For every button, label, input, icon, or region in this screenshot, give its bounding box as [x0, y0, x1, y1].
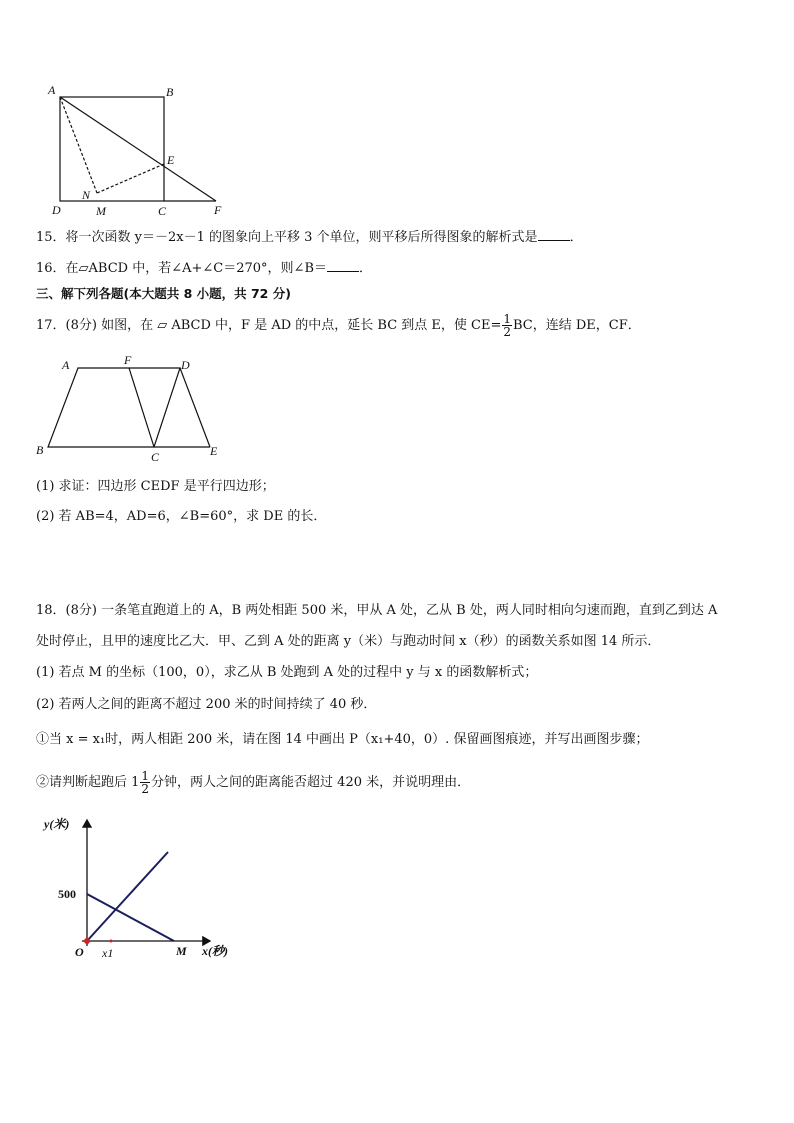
origin-point — [84, 938, 90, 944]
x1-label: x1 — [102, 946, 114, 960]
q18-sub-2: ②请判断起跑后 1 $\frac{1}{2}$ 分钟，两人之间的距离能否超过 420 米，并说明理由． — [36, 769, 471, 796]
question-17: 17．(8分) 如图，在 ▱ ABCD 中，F 是 AD 的中点，延长 BC 到点 E，使 CE= $\frac{1}{2}$ BC，连结 DE，CF． — [36, 312, 641, 339]
label-M: M — [96, 204, 106, 218]
q16-answer-blank[interactable] — [327, 259, 359, 272]
label-A: A — [62, 358, 70, 372]
label-D: D — [181, 358, 190, 372]
section-3-heading: 三、解下列各题(本大题共 8 小题，共 72 分) — [36, 286, 291, 301]
line-jia — [87, 852, 168, 941]
label-E: E — [210, 444, 218, 458]
tick-500-label: 500 — [58, 887, 76, 901]
label-B: B — [166, 85, 174, 99]
function-graph — [40, 812, 250, 962]
origin-label: O — [75, 945, 84, 959]
label-D: D — [52, 203, 61, 217]
figure-parallelogram-abcd — [30, 350, 230, 468]
x1-point — [110, 940, 113, 943]
line-yi — [87, 894, 174, 941]
question-15: 15．将一次函数 y＝－2x－1 的图象向上平移 3 个单位，则平移后所得图象的解析式是 ． — [36, 230, 583, 245]
q18-part-2: (2) 若两人之间的距离不超过 200 米的时间持续了 40 秒． — [36, 697, 377, 712]
figure-square-abcd — [40, 80, 240, 220]
q16-text: 16．在▱ABCD 中，若∠A+∠C＝270°，则∠B＝ — [36, 261, 327, 276]
q18-line-1: 18．(8分) 一条笔直跑道上的 A，B 两处相距 500 米，甲从 A 处，乙从 B 处，两人同时相向匀速而跑，直到乙到达 A — [36, 603, 718, 618]
q18-part-1: (1) 若点 M 的坐标（100，0），求乙从 B 处跑到 A 处的过程中 y 与 x 的函数解析式； — [36, 665, 538, 680]
label-C: C — [158, 204, 167, 218]
label-C: C — [151, 450, 160, 464]
fraction-one-half: $\frac{1}{2}$ — [503, 312, 511, 339]
q15-answer-blank[interactable] — [538, 228, 570, 241]
question-16: 16．在▱ABCD 中，若∠A+∠C＝270°，则∠B＝ ． — [36, 261, 373, 276]
m-label: M — [176, 944, 187, 958]
q18-line-2: 处时停止，且甲的速度比乙大．甲、乙到 A 处的距离 y（米）与跑动时间 x（秒）的函数关系如图 14 所示． — [36, 634, 661, 649]
label-N: N — [82, 188, 91, 202]
label-F: F — [214, 203, 222, 217]
q17-part-2: (2) 若 AB=4，AD=6，∠B=60°，求 DE 的长． — [36, 509, 327, 524]
label-A: A — [48, 83, 56, 97]
q17-part-1: (1) 求证：四边形 CEDF 是平行四边形； — [36, 479, 275, 494]
label-F: F — [124, 353, 132, 367]
y-axis-label: y(米) — [44, 817, 70, 831]
q18-sub-1: ①当 x = x₁时，两人相距 200 米，请在图 14 中画出 P（x₁+40，0）. 保留画图痕迹，并写出画图步骤； — [36, 732, 649, 747]
q15-text: 15．将一次函数 y＝－2x－1 的图象向上平移 3 个单位，则平移后所得图象的解析式是 — [36, 230, 538, 245]
label-B: B — [36, 443, 44, 457]
label-E: E — [167, 153, 175, 167]
fraction-one-half: $\frac{1}{2}$ — [141, 769, 150, 796]
x-axis-label: x(秒) — [202, 944, 228, 958]
